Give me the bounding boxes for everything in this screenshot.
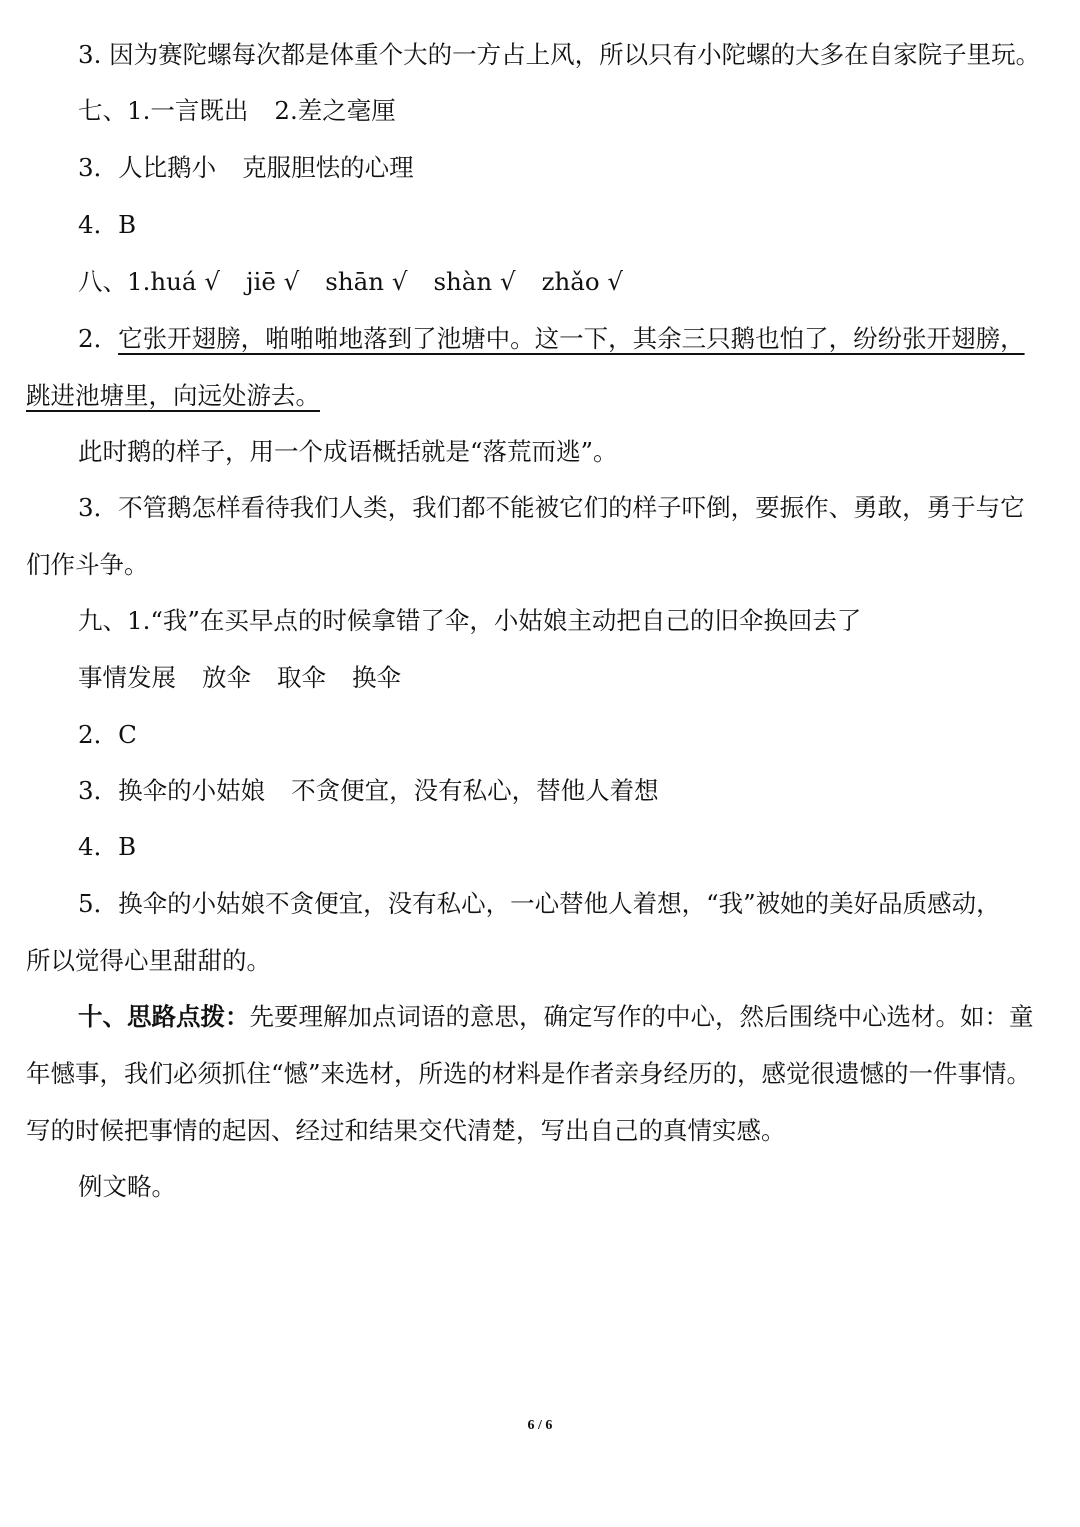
underlined-text: 它张开翅膀，啪啪啪地落到了池塘中。这一下，其余三只鹅也怕了，纷纷张开翅膀， xyxy=(118,324,1025,353)
pinyin-item: zhǎo √ xyxy=(541,267,624,296)
underlined-text: 跳进池塘里，向远处游去。 xyxy=(26,381,320,410)
pinyin-item: shàn √ xyxy=(433,267,516,296)
answer-item: 2.差之毫厘 xyxy=(274,96,396,125)
answer-line xyxy=(78,663,1056,693)
section-eight-line xyxy=(78,267,1056,297)
answer-item: 取伞 xyxy=(277,663,326,692)
answer-item: 放伞 xyxy=(202,663,251,692)
section-ten-line xyxy=(78,1002,1056,1032)
answer-line: 5．换伞的小姑娘不贪便宜，没有私心，一心替他人着想，“我”被她的美好品质感动， xyxy=(78,889,1001,918)
answer-line: 3．不管鹅怎样看待我们人类，我们都不能被它们的样子吓倒，要振作、勇敢，勇于与它 xyxy=(78,493,1025,522)
answer-line xyxy=(78,324,1056,354)
answer-line: 此时鹅的样子，用一个成语概括就是“落荒而逃”。 xyxy=(78,437,618,466)
answer-item: 七、1.一言既出 xyxy=(78,96,249,125)
answer-number: 2． xyxy=(78,324,119,353)
answer-item: 不贪便宜，没有私心，替他人着想 xyxy=(291,776,659,805)
section-label: 十、思路点拨： xyxy=(78,1002,250,1031)
section-seven-line xyxy=(78,96,1056,126)
answer-item: 3．人比鹅小 xyxy=(78,153,217,182)
pinyin-item: shān √ xyxy=(325,267,408,296)
answer-line: 例文略。 xyxy=(78,1172,176,1201)
answer-text: 先要理解加点词语的意思，确定写作的中心，然后围绕中心选材。如：童 xyxy=(249,1002,1034,1031)
answer-line-continued: 所以觉得心里甜甜的。 xyxy=(26,946,271,975)
answer-item: 事情发展 xyxy=(78,663,176,692)
section-nine-line: 九、1.“我”在买早点的时候拿错了伞，小姑娘主动把自己的旧伞换回去了 xyxy=(78,606,862,635)
answer-line: 2．C xyxy=(78,720,137,749)
pinyin-item: jiē √ xyxy=(245,267,300,296)
answer-item: 换伞 xyxy=(352,663,401,692)
answer-line xyxy=(78,776,1056,806)
answer-item: 3．换伞的小姑娘 xyxy=(78,776,266,805)
answer-line-continued: 们作斗争。 xyxy=(26,550,149,579)
answer-line-continued: 年憾事，我们必须抓住“憾”来选材，所选的材料是作者亲身经历的，感觉很遗憾的一件事情。 xyxy=(26,1059,1032,1088)
pinyin-item: 八、1.huá √ xyxy=(78,267,220,296)
answer-line-continued: 写的时候把事情的起因、经过和结果交代清楚，写出自己的真情实感。 xyxy=(26,1116,786,1145)
answer-line: 4．B xyxy=(78,210,137,239)
answer-line: 4．B xyxy=(78,832,137,861)
answer-line: 3. 因为赛陀螺每次都是体重个大的一方占上风，所以只有小陀螺的大多在自家院子里玩。 xyxy=(78,40,1041,69)
answer-item: 克服胆怯的心理 xyxy=(242,153,414,182)
page-number: 6 / 6 xyxy=(527,1418,553,1433)
answer-line-continued xyxy=(26,381,1056,411)
answer-line xyxy=(78,153,1056,183)
